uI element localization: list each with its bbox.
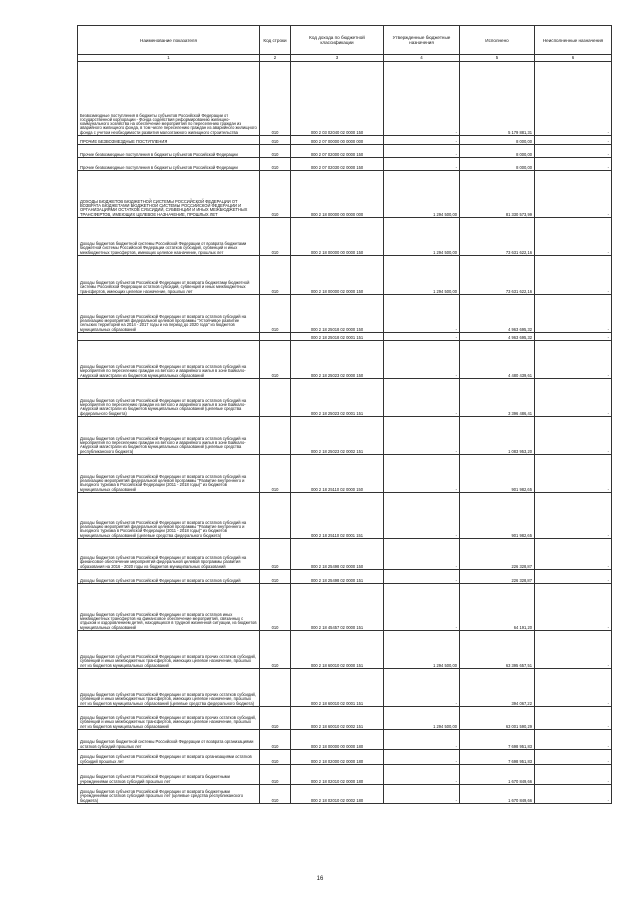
table-row <box>78 171 612 218</box>
row-name-cell: Доходы бюджетов субъектов Российской Федерации от возврата прочих остатков субсидий, субвенций и иных межбюджетных трансфертов, имеющих целевое назначение, прошлых лет из бюджетов муниципальных образований <box>78 631 260 669</box>
row-approved-cell: - <box>384 750 460 765</box>
header-cell: Неисполненные назначения <box>535 26 612 55</box>
row-code-cell <box>260 379 291 417</box>
row-code-cell: 010 <box>260 158 291 171</box>
row-executed-cell: 901 982,65 <box>460 455 535 493</box>
table-row <box>78 750 612 765</box>
table-body <box>78 62 612 804</box>
column-number-row <box>78 55 612 62</box>
row-unexecuted-cell: - <box>535 669 612 707</box>
row-kbk-cell: 000 2 07 00000 00 0000 000 <box>291 136 384 145</box>
table-row <box>78 455 612 493</box>
row-approved-cell: - <box>384 333 460 341</box>
row-kbk-cell: 000 2 07 02030 02 0000 150 <box>291 158 384 171</box>
row-kbk-cell: 000 2 18 25023 02 0002 151 <box>291 417 384 455</box>
row-code-cell: 010 <box>260 707 291 730</box>
row-kbk-cell: 000 2 18 25018 02 0001 151 <box>291 333 384 341</box>
row-code-cell <box>260 493 291 539</box>
row-unexecuted-cell: - <box>535 136 612 145</box>
row-name-cell: Доходы бюджетов бюджетной системы Российской Федерации от возврата организациями остатков субсидий прошлых лет <box>78 730 260 750</box>
row-executed-cell: 7 698 951,83 <box>460 730 535 750</box>
row-executed-cell: 394 067,22 <box>460 669 535 707</box>
column-number: 3 <box>291 55 384 62</box>
row-executed-cell: 63 395 657,51 <box>460 631 535 669</box>
row-name-cell: Доходы бюджетов субъектов Российской Федерации от возврата остатков иных межбюджетных трансфертов на финансовое обеспечение мероприятий, связанных с отдыхом и оздоровлением детей, находящихся в трудной жизненной ситуации, из бюджетов муниципальных образований <box>78 584 260 631</box>
row-code-cell: 010 <box>260 730 291 750</box>
row-kbk-cell: 000 2 18 00000 00 0000 150 <box>291 218 384 256</box>
row-kbk-cell: 000 2 18 02000 02 0000 180 <box>291 750 384 765</box>
row-approved-cell: - <box>384 417 460 455</box>
header-row <box>78 26 612 55</box>
row-executed-cell: 8 000,00 <box>460 136 535 145</box>
row-code-cell: 010 <box>260 341 291 379</box>
row-approved-cell: - <box>384 785 460 804</box>
row-executed-cell: 73 631 622,16 <box>460 256 535 295</box>
row-name-cell: Доходы бюджетов субъектов Российской Федерации от возврата бюджетами бюджетной системы Российской Федерации остатков субсидий, субвенций и иных межбюджетных трансфертов, имеющих целевое назначение, прошлых лет <box>78 256 260 295</box>
column-number: 4 <box>384 55 460 62</box>
row-unexecuted-cell: - <box>535 584 612 631</box>
row-code-cell: 010 <box>260 145 291 158</box>
row-kbk-cell: 000 2 18 02010 02 0000 180 <box>291 765 384 785</box>
table-row <box>78 158 612 171</box>
table-row <box>78 669 612 707</box>
row-executed-cell: 64 191,20 <box>460 584 535 631</box>
row-approved-cell: - <box>384 295 460 333</box>
row-executed-cell: 226 328,87 <box>460 539 535 570</box>
row-approved-cell: 1 294 500,00 <box>384 256 460 295</box>
table-row <box>78 765 612 785</box>
row-unexecuted-cell: - <box>535 379 612 417</box>
row-code-cell: 010 <box>260 136 291 145</box>
row-unexecuted-cell: - <box>535 631 612 669</box>
row-name-cell: Доходы бюджетов субъектов Российской Федерации от возврата прочих остатков субсидий, субвенций и иных межбюджетных трансфертов, имеющих целевое назначение, прошлых лет из бюджетов муниципальных образований <box>78 707 260 730</box>
row-executed-cell: 4 963 695,32 <box>460 295 535 333</box>
table-row <box>78 570 612 584</box>
row-name-cell: Безвозмездные поступления в бюджеты субъектов Российской Федерации от государственной корпорации - Фонда содействия реформированию жилищно-коммунального хозяйства на обеспечение мероприятий по переселению граждан из аварийного жилищного фонда, в том числе переселению граждан из аварийного жилищного фонда с учетом необходимости развития малоэтажного жилищного строительства <box>78 62 260 136</box>
row-unexecuted-cell: - <box>535 730 612 750</box>
row-kbk-cell: 000 2 18 00000 00 0000 180 <box>291 730 384 750</box>
row-name-cell: Доходы бюджетов субъектов Российской Федерации от возврата остатков субсидий на финансовое обеспечение мероприятий федеральной целевой программы развития образования на 2016 - 2020 годы из бюджетов муниципальных образований <box>78 539 260 570</box>
row-name-cell: Доходы бюджетов субъектов Российской Федерации от возврата бюджетными учреждениями остатков субсидий прошлых лет <box>78 765 260 785</box>
row-code-cell: 010 <box>260 295 291 333</box>
table-row <box>78 785 612 804</box>
row-executed-cell: 8 000,00 <box>460 158 535 171</box>
table-row <box>78 341 612 379</box>
row-unexecuted-cell: - <box>535 707 612 730</box>
table-row <box>78 631 612 669</box>
row-code-cell: 010 <box>260 455 291 493</box>
row-code-cell: 010 <box>260 750 291 765</box>
row-approved-cell: - <box>384 455 460 493</box>
row-code-cell: 010 <box>260 631 291 669</box>
row-name-cell <box>78 333 260 341</box>
row-approved-cell: - <box>384 145 460 158</box>
column-number: 2 <box>260 55 291 62</box>
table-row <box>78 136 612 145</box>
row-kbk-cell: 000 2 07 02000 02 0000 150 <box>291 145 384 158</box>
row-approved-cell: - <box>384 584 460 631</box>
row-kbk-cell: 000 2 18 02010 02 0002 180 <box>291 785 384 804</box>
row-approved-cell: - <box>384 136 460 145</box>
row-approved-cell: - <box>384 493 460 539</box>
row-code-cell: 010 <box>260 584 291 631</box>
row-approved-cell: - <box>384 765 460 785</box>
row-executed-cell: 901 982,65 <box>460 493 535 539</box>
row-unexecuted-cell: - <box>535 765 612 785</box>
table-row <box>78 584 612 631</box>
row-name-cell: Доходы бюджетов субъектов Российской Федерации от возврата остатков субсидий <box>78 570 260 584</box>
row-unexecuted-cell: - <box>535 493 612 539</box>
row-kbk-cell: 000 2 18 25110 02 0001 151 <box>291 493 384 539</box>
row-name-cell: Доходы бюджетов субъектов Российской Федерации от возврата остатков субсидий на мероприятия по переселению граждан из ветхого и аварийного жилья в зоне Байкало-Амурской магистрали из бюджетов муниципальных образований <box>78 341 260 379</box>
row-unexecuted-cell: - <box>535 539 612 570</box>
row-kbk-cell: 000 2 18 25018 02 0000 150 <box>291 295 384 333</box>
row-code-cell <box>260 417 291 455</box>
row-executed-cell: 4 480 439,61 <box>460 341 535 379</box>
row-unexecuted-cell: - <box>535 158 612 171</box>
row-kbk-cell: 000 2 03 02040 02 0000 150 <box>291 62 384 136</box>
row-kbk-cell: 000 2 18 25498 02 0000 150 <box>291 539 384 570</box>
row-code-cell <box>260 669 291 707</box>
column-number: 6 <box>535 55 612 62</box>
row-code-cell: 010 <box>260 570 291 584</box>
table-row <box>78 333 612 341</box>
row-unexecuted-cell: - <box>535 62 612 136</box>
row-name-cell: Доходы бюджетов субъектов Российской Федерации от возврата остатков субсидий на мероприятия по переселению граждан из ветхого и аварийного жилья в зоне Байкало-Амурской магистрали из бюджетов муниципальных образований (целевые средства республиканского бюджета) <box>78 417 260 455</box>
row-name-cell: ПРОЧИЕ БЕЗВОЗМЕЗДНЫЕ ПОСТУПЛЕНИЯ <box>78 136 260 145</box>
row-approved-cell: - <box>384 379 460 417</box>
row-unexecuted-cell: - <box>535 750 612 765</box>
row-kbk-cell: 000 2 18 25498 02 0000 151 <box>291 570 384 584</box>
row-code-cell: 010 <box>260 256 291 295</box>
row-name-cell: Доходы бюджетов бюджетной системы Российской Федерации от возврата бюджетами бюджетной системы Российской Федерации остатков субсидий, субвенций и иных межбюджетных трансфертов, имеющих целевое назначение, прошлых лет <box>78 218 260 256</box>
column-number: 1 <box>78 55 260 62</box>
row-executed-cell: 7 698 951,83 <box>460 750 535 765</box>
row-executed-cell: 3 396 486,41 <box>460 379 535 417</box>
row-approved-cell: - <box>384 669 460 707</box>
row-code-cell: 010 <box>260 218 291 256</box>
row-kbk-cell: 000 2 18 00000 00 0000 000 <box>291 171 384 218</box>
row-kbk-cell: 000 2 18 60010 02 0002 151 <box>291 707 384 730</box>
row-name-cell: Доходы бюджетов субъектов Российской Федерации от возврата бюджетными учреждениями остатков субсидий прошлых лет (целевые средства республиканского бюджета) <box>78 785 260 804</box>
table-row <box>78 295 612 333</box>
table-row <box>78 62 612 136</box>
row-executed-cell: 1 670 849,66 <box>460 785 535 804</box>
header-cell: Исполнено <box>460 26 535 55</box>
table-row <box>78 707 612 730</box>
row-approved-cell: 1 294 500,00 <box>384 631 460 669</box>
row-name-cell: Доходы бюджетов субъектов Российской Федерации от возврата остатков субсидий на мероприятия по переселению граждан из ветхого и аварийного жилья в зоне Байкало-Амурской магистрали из бюджетов муниципальных образований (целевые средства федерального бюджета) <box>78 379 260 417</box>
row-executed-cell: 5 179 881,31 <box>460 62 535 136</box>
row-unexecuted-cell: - <box>535 333 612 341</box>
header-cell: Код дохода по бюджетной классификации <box>291 26 384 55</box>
table-row <box>78 145 612 158</box>
column-number: 5 <box>460 55 535 62</box>
row-approved-cell: 1 294 500,00 <box>384 218 460 256</box>
page-number: 16 <box>316 876 324 882</box>
table-row <box>78 730 612 750</box>
revenue-table <box>77 25 612 804</box>
row-code-cell: 010 <box>260 765 291 785</box>
row-name-cell: Доходы бюджетов субъектов Российской Федерации от возврата остатков субсидий на реализацию мероприятий федеральной целевой программы "Развитие внутреннего и въездного туризма в Российской Федерации (2011 - 2018 годы)" из бюджетов муниципальных образований <box>78 455 260 493</box>
row-executed-cell: 226 328,87 <box>460 570 535 584</box>
row-kbk-cell: 000 2 18 60010 02 0001 151 <box>291 669 384 707</box>
row-kbk-cell: 000 2 18 25023 02 0001 151 <box>291 379 384 417</box>
row-unexecuted-cell: - <box>535 417 612 455</box>
row-code-cell: 010 <box>260 171 291 218</box>
table-row <box>78 256 612 295</box>
row-approved-cell: - <box>384 539 460 570</box>
table-row <box>78 493 612 539</box>
row-approved-cell: 1 294 500,00 <box>384 171 460 218</box>
header-cell: Код строки <box>260 26 291 55</box>
row-unexecuted-cell: - <box>535 295 612 333</box>
row-name-cell: ДОХОДЫ БЮДЖЕТОВ БЮДЖЕТНОЙ СИСТЕМЫ РОССИЙСКОЙ ФЕДЕРАЦИИ ОТ ВОЗВРАТА БЮДЖЕТАМИ БЮДЖЕТНОЙ СИСТЕМЫ РОССИЙСКОЙ ФЕДЕРАЦИИ И ОРГАНИЗАЦИЯМИ ОСТАТКОВ СУБСИДИЙ, СУБВЕНЦИЙ И ИНЫХ МЕЖБЮДЖЕТНЫХ ТРАНСФЕРТОВ, ИМЕЮЩИХ ЦЕЛЕВОЕ НАЗНАЧЕНИЕ, ПРОШЛЫХ ЛЕТ <box>78 171 260 218</box>
row-kbk-cell: 000 2 18 00000 02 0000 150 <box>291 256 384 295</box>
row-kbk-cell: 000 2 18 60010 02 0000 151 <box>291 631 384 669</box>
row-executed-cell: 1 670 849,66 <box>460 765 535 785</box>
row-name-cell: Прочие безвозмездные поступления в бюджеты субъектов Российской Федерации <box>78 145 260 158</box>
row-approved-cell: - <box>384 341 460 379</box>
row-unexecuted-cell: - <box>535 171 612 218</box>
row-name-cell: Доходы бюджетов субъектов Российской Федерации от возврата остатков субсидий на реализацию мероприятий федеральной целевой программы "Развитие внутреннего и въездного туризма в Российской Федерации (2011 - 2018 годы)" из бюджетов муниципальных образований (целевые средства федерального бюджета) <box>78 493 260 539</box>
report-sheet <box>77 25 611 804</box>
row-executed-cell: 63 001 590,29 <box>460 707 535 730</box>
row-unexecuted-cell: - <box>535 341 612 379</box>
table-row <box>78 218 612 256</box>
row-approved-cell: - <box>384 62 460 136</box>
row-unexecuted-cell: - <box>535 256 612 295</box>
row-kbk-cell: 000 2 18 25023 02 0000 150 <box>291 341 384 379</box>
row-executed-cell: 4 963 695,32 <box>460 333 535 341</box>
row-unexecuted-cell: - <box>535 145 612 158</box>
row-executed-cell: 1 083 953,20 <box>460 417 535 455</box>
row-name-cell: Прочие безвозмездные поступления в бюджеты субъектов Российской Федерации <box>78 158 260 171</box>
row-approved-cell: - <box>384 158 460 171</box>
row-code-cell: 010 <box>260 785 291 804</box>
row-unexecuted-cell: - <box>535 455 612 493</box>
row-kbk-cell: 000 2 18 25110 02 0000 150 <box>291 455 384 493</box>
table-row <box>78 379 612 417</box>
row-name-cell: Доходы бюджетов субъектов Российской Федерации от возврата прочих остатков субсидий, субвенций и иных межбюджетных трансфертов, имеющих целевое назначение, прошлых лет из бюджетов муниципальных образований (целевые средства федерального бюджета) <box>78 669 260 707</box>
row-approved-cell: 1 294 500,00 <box>384 707 460 730</box>
row-unexecuted-cell: - <box>535 570 612 584</box>
row-approved-cell: - <box>384 730 460 750</box>
row-executed-cell: 81 330 573,99 <box>460 171 535 218</box>
header-cell: Наименование показателя <box>78 26 260 55</box>
row-kbk-cell: 000 2 18 45457 02 0000 151 <box>291 584 384 631</box>
row-unexecuted-cell: - <box>535 785 612 804</box>
row-name-cell: Доходы бюджетов субъектов Российской Федерации от возврата остатков субсидий на реализацию мероприятий федеральной целевой программы "Устойчивое развитие сельских территорий на 2014 - 2017 годы и на период до 2020 года" из бюджетов муниципальных образований <box>78 295 260 333</box>
row-executed-cell: 8 000,00 <box>460 145 535 158</box>
table-row <box>78 417 612 455</box>
row-approved-cell: - <box>384 570 460 584</box>
row-unexecuted-cell: - <box>535 218 612 256</box>
row-name-cell: Доходы бюджетов субъектов Российской Федерации от возврата организациями остатков субсидий прошлых лет <box>78 750 260 765</box>
row-executed-cell: 73 631 622,16 <box>460 218 535 256</box>
table-row <box>78 539 612 570</box>
row-code-cell: 010 <box>260 62 291 136</box>
row-code-cell <box>260 333 291 341</box>
row-code-cell: 010 <box>260 539 291 570</box>
header-cell: Утвержденные бюджетные назначения <box>384 26 460 55</box>
